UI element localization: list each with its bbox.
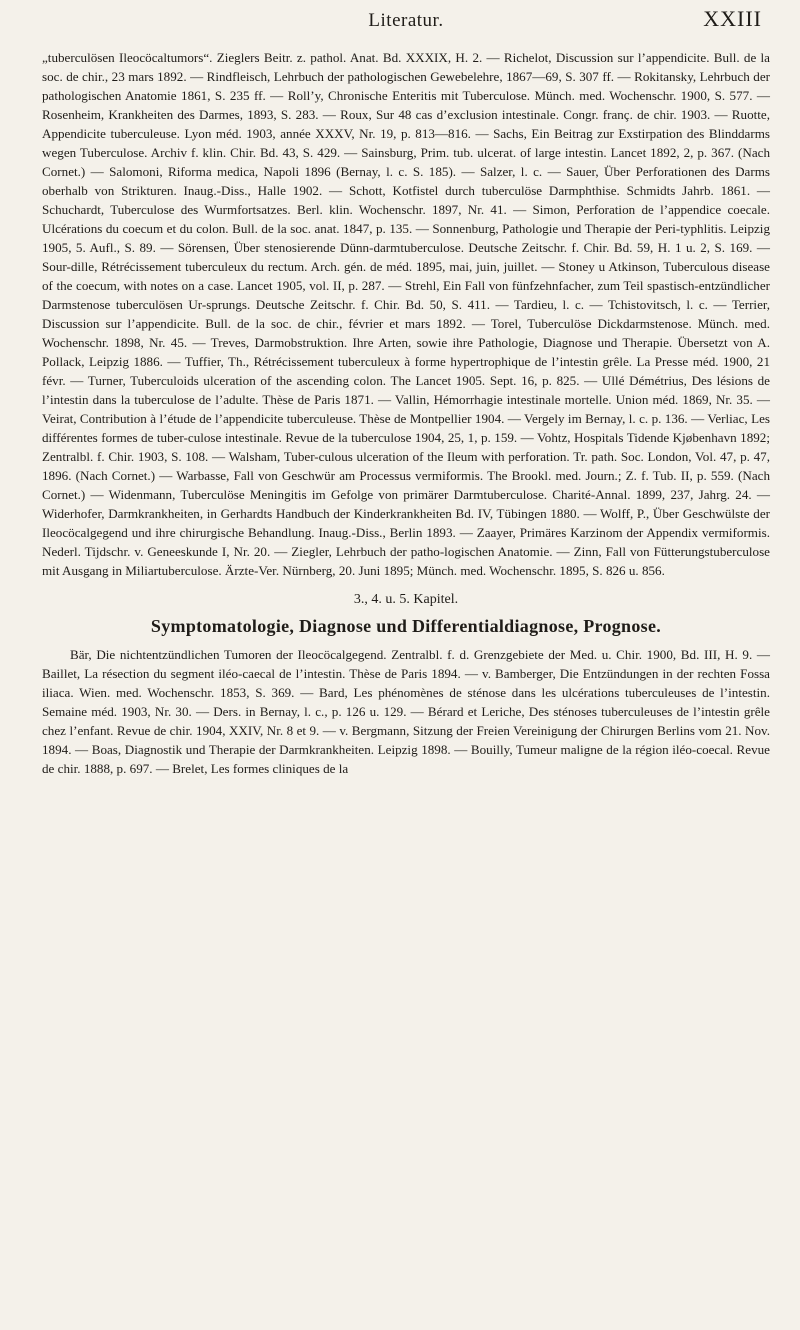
references-paragraph: „tuberculösen Ileocöcaltumors“. Zieglers Beitr. z. pathol. Anat. Bd. XXXIX, H. 2. — Richelot, Discussion sur l’appendicite. Bull. de la soc. de chir., 23 mars 1892. — Rindfleisch, Lehrbuch der pathologischen Gewebelehre, 1867—69, S. 307 ff. — Rokitansky, Lehrbuch der pathologischen Anatomie 1861, S. 235 ff. — Roll’y, Chronische Enteritis mit Tuberculose. Münch. med. Wochenschr. 1900, S. 577. — Rosenheim, Krankheiten des Darmes, 1893, S. 283. — Roux, Sur 48 cas d’exclusion intestinale. Congr. franç. de chir. 1903. — Ruotte, Appendicite tuberculeuse. Lyon méd. 1903, année XXXV, Nr. 19, p. 813—816. — Sachs, Ein Beitrag zur Exstirpation des Blinddarms wegen Tuberculose. Archiv f. klin. Chir. Bd. 43, S. 429. — Sainsburg, Prim. tub. ulcerat. of large intestin. Lancet 1892, 2, p. 367. (Nach Cornet.) — Salomoni, Riforma medica, Napoli 1896 (Bernay, l. c. S. 185). — Salzer, l. c. — Sauer, Über Perforationen des Darms oberhalb von Strikturen. Inaug.-Diss., Halle 1902. — Schott, Kotfistel durch tuberculöse Darmphthise. Schmidts Jahrb. 1861. — Schuchardt, Tuberculose des Wurmfortsatzes. Berl. klin. Wochenschr. 1897, Nr. 41. — Simon, Perforation de l’appendice coecale. Ulcérations du coecum et du colon. Bull. de la soc. anat. 1847, p. 135. — Sonnenburg, Pathologie und Therapie der Peri-typhlitis. Leipzig 1905, 5. Aufl., S. 89. — Sörensen, Über stenosierende Dünn-darmtuberculose. Deutsche Zeitschr. f. Chir. Bd. 59, H. 1 u. 2, S. 169. — Sour-dille, Rétrécissement tuberculeux du rectum. Arch. gén. de méd. 1895, mai, juin, juillet. — Stoney u Atkinson, Tuberculous disease of the coecum, with notes on a case. Lancet 1905, vol. II, p. 287. — Strehl, Ein Fall von fünfzehnfacher, zum Teil spastisch-entzündlicher Darmstenose tuberculösen Ur-sprungs. Deutsche Zeitschr. f. Chir. Bd. 50, S. 411. — Tardieu, l. c. — Tchistovitsch, l. c. — Terrier, Discussion sur l’appendicite. Bull. de la soc. de chir., février et mars 1892. — Torel, Tuberculöse Dickdarmstenose. Münch. med. Wochenschr. 1898, Nr. 45. — Treves, Darmobstruktion. Ihre Arten, sowie ihre Pathologie, Diagnose und Therapie. Übersetzt von A. Pollack, Leipzig 1886. — Tuffier, Th., Rétrécissement tuberculeux à forme hypertrophique de l’intestin grêle. La Presse méd. 1900, 21 févr. — Turner, Tuberculoids ulceration of the ascending colon. The Lancet 1905. Sept. 16, p. 825. — Ullé Démétrius, Des lésions de l’intestin dans la tuberculose de l’adulte. Thèse de Paris 1871. — Vallin, Hémorrhagie intestinale mortelle. Union méd. 1869, Nr. 35. — Veirat, Contribution à l’étude de l’appendicite tuberculeuse. Thèse de Montpellier 1904. — Vergely im Bernay, l. c. p. 136. — Verliac, Les différentes formes de tuber-culose intestinale. Revue de la tuberculose 1904, 25, 1, p. 159. — Vohtz, Hospitals Tidende Kjøbenhavn 1892; Zentralbl. f. Chir. 1903, S. 108. — Walsham, Tuber-culous ulceration of the Ileum with perforation. Tr. path. Soc. London, Vol. 47, p. 47, 1896. (Nach Cornet.) — Warbasse, Fall von Geschwür am Processus vermiformis. The Brookl. med. Journ.; Z. f. Tub. II, p. 559. (Nach Cornet.) — Widenmann, Tuberculöse Meningitis im Gefolge von primärer Darmtuberculose. Charité-Annal. 1899, 237, Jahrg. 24. — Widerhofer, Darmkrankheiten, in Gerhardts Handbuch der Kinderkrankheiten Bd. IV, Tübingen 1880. — Wolff, P., Über Geschwülste der Ileocöcalgegend und ihre chirurgische Behandlung. Inaug.-Diss., Berlin 1893. — Zaayer, Primäres Karzinom der Appendix vermiformis. Nederl. Tijdschr. v. Geneeskunde I, Nr. 20. — Ziegler, Lehrbuch der patho-logischen Anatomie. — Zinn, Fall von Fütterungstuberculose mit Ausgang in Miliartuberculose. Ärzte-Ver. Nürnberg, 20. Juni 1895; Münch. med. Wochenschr. 1895, S. 826 u. 856. — [42, 50, 770, 578]
chapter-heading: 3., 4. u. 5. Kapitel. — [353, 592, 459, 607]
references-list — [42, 48, 770, 580]
section-references — [42, 645, 770, 778]
section-references-paragraph: Bär, Die nichtentzündlichen Tumoren der Ileocöcalgegend. Zentralbl. f. d. Grenzgebiete der Med. u. Chir. 1900, Bd. III, H. 9. — Baillet, La résection du segment iléo-caecal de l’intestin. Thèse de Paris 1894. — v. Bamberger, Die Entzündungen in der rechten Fossa iliaca. Wien. med. Wochenschr. 1853, S. 369. — Bard, Les phénomènes de sténose dans les ulcérations tuberculeuses de l’intestin. Semaine méd. 1903, Nr. 30. — Ders. in Bernay, l. c., p. 126 u. 129. — Bérard et Leriche, Des sténoses tuberculeuses de l’intestin grêle chez l’enfant. Revue de chir. 1904, XXIV, Nr. 8 et 9. — v. Bergmann, Sitzung der Freien Vereinigung der Chirurgen Berlins vom 21. Nov. 1894. — Boas, Diagnostik und Therapie der Darmkrankheiten. Leipzig 1898. — Bouilly, Tumeur maligne de la région iléo-coecal. Revue de chir. 1888, p. 697. — Brelet, Les formes cliniques de la — [42, 647, 770, 776]
header-title: Literatur. — [368, 10, 444, 31]
section-title: Symptomatologie, Diagnose und Differentialdiagnose, Prognose. — [150, 616, 662, 636]
page-number: XXIII — [703, 6, 762, 31]
running-header — [42, 0, 770, 48]
